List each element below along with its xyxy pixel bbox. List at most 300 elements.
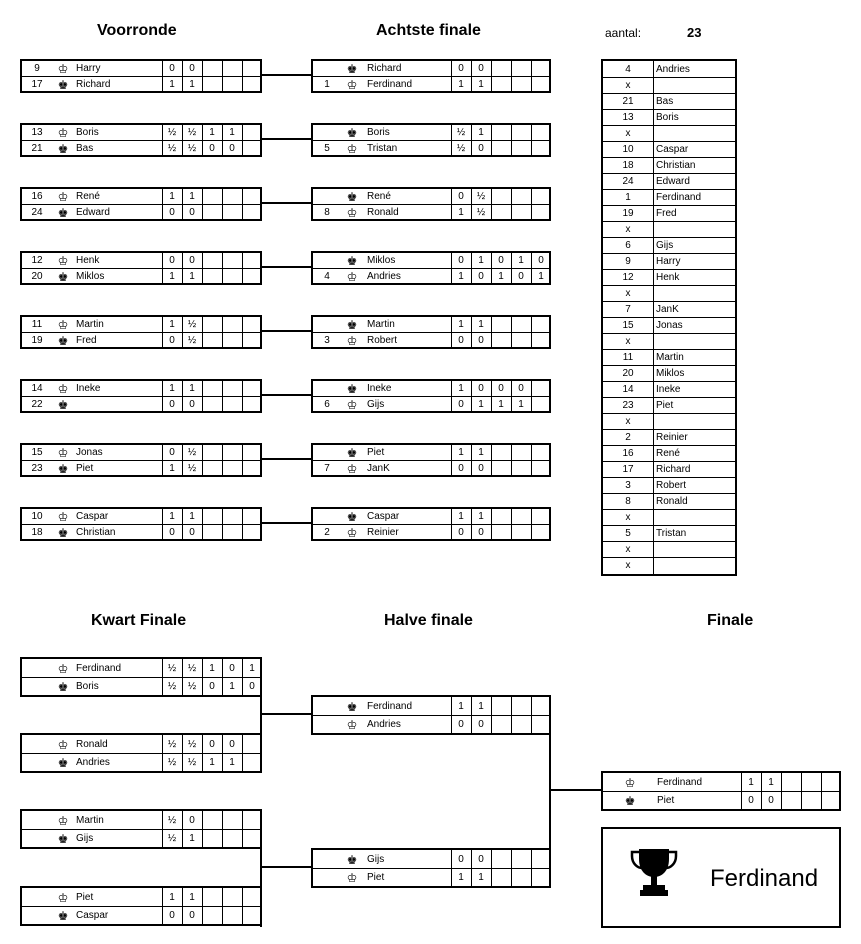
game-score: 0: [478, 63, 484, 74]
kwart-match: [20, 886, 262, 926]
player-name: Piet: [76, 891, 94, 903]
black-king-icon: ♚: [346, 254, 358, 268]
seed-number: 15: [31, 447, 43, 458]
list-number: 16: [622, 448, 634, 459]
game-score: 1: [169, 319, 175, 330]
game-score: [531, 461, 551, 476]
player-row: [22, 396, 260, 412]
game-score: 1: [478, 78, 484, 90]
game-score: 0: [458, 462, 464, 474]
player-name: Harry: [76, 63, 101, 74]
game-score: [242, 317, 262, 333]
voorronde-match: [20, 251, 262, 285]
game-score: [491, 189, 511, 205]
game-score: ½: [187, 447, 197, 458]
player-row: [313, 868, 549, 887]
game-score: [491, 509, 511, 525]
game-score: [801, 773, 821, 792]
list-name: René: [656, 448, 680, 459]
player-name: Ronald: [367, 206, 399, 218]
white-king-icon: ♔: [57, 446, 69, 460]
list-item: [603, 61, 735, 77]
player-row: [22, 829, 260, 848]
white-king-icon: ♔: [346, 871, 358, 885]
game-score: [491, 317, 511, 333]
game-score: [531, 189, 551, 205]
player-name: Gijs: [367, 398, 385, 410]
game-score: 0: [748, 795, 754, 806]
list-item: [603, 557, 735, 573]
list-number: 14: [622, 384, 634, 395]
white-king-icon: ♔: [346, 333, 358, 348]
list-item: [603, 413, 735, 429]
game-score: [242, 333, 262, 348]
game-score: [511, 333, 531, 348]
seed-number: 14: [31, 383, 43, 394]
player-row: [22, 811, 260, 830]
game-score: [242, 445, 262, 461]
list-item: [603, 333, 735, 349]
player-name: Martin: [76, 319, 104, 330]
game-score: 1: [209, 662, 215, 674]
heading-kwart-finale: Kwart Finale: [91, 612, 187, 629]
game-score: [242, 381, 262, 397]
count-value: 23: [687, 25, 702, 40]
white-king-icon: ♔: [346, 397, 358, 412]
game-score: 0: [229, 142, 235, 154]
player-row: [22, 189, 260, 205]
list-number: x: [625, 128, 631, 139]
list-number: x: [625, 560, 631, 571]
game-score: [202, 333, 222, 348]
game-score: 0: [478, 853, 484, 865]
game-score: ½: [476, 191, 486, 202]
seed-number: [313, 509, 341, 525]
player-row: [22, 268, 260, 284]
game-score: ½: [187, 662, 197, 674]
seed-number: [22, 678, 52, 696]
game-score: 1: [458, 872, 464, 883]
kwart-match: [20, 733, 262, 773]
game-score: [511, 850, 531, 869]
game-score: [222, 253, 242, 269]
seed-number: 18: [31, 526, 43, 538]
game-score: 0: [518, 270, 524, 282]
list-item: [603, 77, 735, 93]
voorronde-match: [20, 59, 262, 93]
player-row: [603, 773, 839, 792]
player-row: [22, 460, 260, 476]
seed-number: 12: [31, 255, 43, 266]
game-score: ½: [167, 127, 177, 138]
achtste-match: [311, 187, 551, 221]
game-score: ½: [167, 757, 177, 768]
white-king-icon: ♔: [57, 190, 69, 204]
seed-number: [313, 850, 341, 869]
game-score: 0: [478, 719, 484, 730]
game-score: [202, 811, 222, 830]
achtste-match: [311, 251, 551, 285]
white-king-icon: ♔: [346, 205, 358, 220]
list-name: [656, 126, 735, 141]
achtste-match: [311, 123, 551, 157]
game-score: ½: [187, 757, 197, 768]
black-king-icon: ♚: [346, 510, 358, 524]
game-score: 0: [458, 255, 464, 266]
game-score: [242, 205, 262, 220]
player-name: Jonas: [76, 447, 103, 458]
list-number: x: [625, 336, 631, 347]
game-score: [511, 141, 531, 156]
list-name: Martin: [656, 352, 684, 363]
game-score: [531, 525, 551, 540]
seed-number: [22, 735, 52, 754]
player-name: Piet: [657, 795, 675, 806]
player-name: Piet: [367, 872, 385, 883]
list-item: [603, 317, 735, 333]
player-list: [601, 59, 737, 576]
game-score: 1: [478, 398, 484, 410]
game-score: ½: [187, 127, 197, 138]
list-item: [603, 493, 735, 509]
list-item: [603, 173, 735, 189]
game-score: [222, 525, 242, 540]
list-item: [603, 301, 735, 317]
finale-match: [601, 771, 841, 811]
trophy-icon: [629, 845, 679, 899]
game-score: [202, 525, 222, 540]
list-item: [603, 525, 735, 541]
white-king-icon: ♔: [346, 718, 358, 732]
list-number: x: [625, 288, 631, 299]
player-name: [76, 397, 160, 412]
white-king-icon: ♔: [57, 890, 69, 905]
game-score: 1: [458, 270, 464, 282]
game-score: 1: [518, 398, 524, 410]
player-row: [313, 381, 549, 397]
game-score: 1: [498, 270, 504, 282]
game-score: 1: [229, 681, 235, 692]
seed-number: [22, 888, 52, 907]
seed-number: [313, 445, 341, 461]
player-row: [22, 204, 260, 220]
game-score: 0: [169, 910, 175, 921]
game-score: ½: [167, 833, 177, 844]
game-score: ½: [187, 462, 197, 474]
heading-voorronde: Voorronde: [97, 22, 177, 39]
game-score: 1: [189, 270, 195, 282]
game-score: [222, 907, 242, 925]
game-score: 1: [249, 662, 255, 674]
list-name: Bas: [656, 96, 674, 107]
game-score: 0: [189, 255, 195, 266]
game-score: [531, 205, 551, 220]
black-king-icon: ♚: [57, 832, 69, 846]
game-score: 1: [189, 191, 195, 202]
player-row: [313, 125, 549, 141]
player-row: [313, 850, 549, 869]
white-king-icon: ♔: [624, 775, 636, 790]
game-score: [511, 317, 531, 333]
game-score: [242, 125, 262, 141]
player-name: Miklos: [367, 255, 396, 266]
player-row: [313, 268, 549, 284]
black-king-icon: ♚: [57, 141, 69, 156]
seed-number: 19: [31, 334, 43, 346]
list-number: 9: [625, 256, 631, 267]
game-score: [242, 735, 262, 754]
game-score: [781, 792, 801, 810]
game-score: ½: [476, 206, 486, 218]
game-score: [511, 697, 531, 716]
player-name: Boris: [76, 127, 99, 138]
game-score: 1: [229, 757, 235, 768]
list-item: [603, 397, 735, 413]
player-name: Ferdinand: [657, 776, 703, 788]
list-name: Christian: [656, 160, 696, 171]
player-name: Martin: [76, 814, 104, 826]
achtste-match: [311, 59, 551, 93]
game-score: 0: [458, 398, 464, 410]
seed-number: 2: [324, 526, 330, 538]
game-score: [222, 189, 242, 205]
game-score: [202, 461, 222, 476]
white-king-icon: ♔: [57, 661, 69, 676]
seed-number: 9: [34, 63, 40, 74]
game-score: 1: [458, 447, 464, 458]
white-king-icon: ♔: [346, 77, 358, 92]
list-number: 12: [622, 272, 634, 283]
game-score: 0: [478, 334, 484, 346]
white-king-icon: ♔: [346, 141, 358, 156]
list-name: Henk: [656, 272, 680, 283]
list-item: [603, 141, 735, 157]
seed-number: 8: [324, 206, 330, 218]
list-name: Jonas: [656, 320, 683, 331]
black-king-icon: ♚: [346, 190, 358, 204]
player-row: [313, 204, 549, 220]
voorronde-match: [20, 443, 262, 477]
game-score: 1: [189, 511, 195, 522]
list-number: 23: [622, 400, 634, 411]
list-number: 5: [625, 528, 631, 539]
seed-number: [313, 189, 341, 205]
list-number: 1: [625, 192, 631, 203]
player-name: René: [76, 191, 100, 202]
game-score: 1: [498, 398, 504, 410]
list-item: [603, 189, 735, 205]
game-score: 1: [209, 757, 215, 768]
list-name: Piet: [656, 400, 674, 411]
white-king-icon: ♔: [57, 126, 69, 140]
list-name: [656, 542, 735, 557]
seed-number: 11: [31, 319, 43, 330]
list-name: [656, 510, 735, 525]
game-score: ½: [187, 738, 197, 750]
list-number: 13: [622, 112, 634, 123]
player-name: Christian: [76, 526, 116, 538]
game-score: [242, 754, 262, 772]
list-name: Ferdinand: [656, 192, 702, 203]
seed-number: 3: [324, 334, 330, 346]
black-king-icon: ♚: [57, 205, 69, 220]
list-name: Caspar: [656, 144, 689, 155]
black-king-icon: ♚: [346, 318, 358, 332]
game-score: 0: [478, 142, 484, 154]
list-name: JanK: [656, 304, 679, 315]
player-name: Gijs: [367, 853, 385, 865]
game-score: 0: [478, 270, 484, 282]
list-number: 2: [625, 432, 631, 443]
seed-number: [22, 659, 52, 678]
player-row: [22, 659, 260, 678]
game-score: [202, 888, 222, 907]
white-king-icon: ♔: [57, 62, 69, 76]
game-score: 0: [209, 681, 215, 692]
game-score: [511, 461, 531, 476]
player-name: Henk: [76, 255, 100, 266]
game-score: 0: [189, 526, 195, 538]
seed-number: 7: [324, 462, 330, 474]
player-name: Piet: [367, 447, 385, 458]
player-name: Richard: [367, 63, 402, 74]
player-name: Martin: [367, 319, 395, 330]
white-king-icon: ♔: [57, 318, 69, 332]
game-score: [511, 189, 531, 205]
list-item: [603, 429, 735, 445]
player-row: [22, 140, 260, 156]
white-king-icon: ♔: [346, 269, 358, 284]
game-score: ½: [187, 142, 197, 154]
black-king-icon: ♚: [624, 794, 636, 808]
game-score: 0: [169, 398, 175, 410]
list-name: [656, 222, 735, 237]
game-score: [222, 205, 242, 220]
player-row: [22, 253, 260, 269]
game-score: [511, 61, 531, 77]
game-score: [242, 461, 262, 476]
game-score: 1: [478, 447, 484, 458]
game-score: 1: [458, 383, 464, 394]
seed-number: 23: [31, 462, 43, 474]
player-row: [313, 61, 549, 77]
seed-number: 20: [31, 270, 43, 282]
player-name: Miklos: [76, 270, 105, 282]
game-score: ½: [167, 814, 177, 826]
player-name: Bas: [76, 142, 94, 154]
kwart-match: [20, 657, 262, 697]
game-score: [222, 888, 242, 907]
list-number: x: [625, 416, 631, 427]
game-score: [491, 61, 511, 77]
list-item: [603, 157, 735, 173]
black-king-icon: ♚: [57, 680, 69, 694]
achtste-match: [311, 507, 551, 541]
game-score: 0: [189, 398, 195, 410]
game-score: 0: [458, 719, 464, 730]
game-score: 0: [189, 206, 195, 218]
list-name: Miklos: [656, 368, 685, 379]
player-row: [313, 509, 549, 525]
list-number: x: [625, 80, 631, 91]
player-row: [313, 332, 549, 348]
game-score: [801, 792, 821, 810]
game-score: [242, 253, 262, 269]
list-name: Richard: [656, 464, 691, 475]
game-score: [242, 888, 262, 907]
player-name: Caspar: [76, 511, 109, 522]
player-row: [22, 317, 260, 333]
voorronde-match: [20, 315, 262, 349]
list-number: 21: [622, 96, 634, 107]
game-score: [242, 141, 262, 156]
game-score: 0: [538, 255, 544, 266]
game-score: 1: [229, 127, 235, 138]
list-item: [603, 285, 735, 301]
seed-number: 17: [31, 78, 43, 90]
game-score: [242, 525, 262, 540]
player-name: Edward: [76, 206, 110, 218]
game-score: [821, 773, 841, 792]
game-score: ½: [167, 662, 177, 674]
black-king-icon: ♚: [57, 333, 69, 348]
game-score: [202, 317, 222, 333]
list-name: Andries: [656, 63, 690, 75]
list-item: [603, 237, 735, 253]
game-score: [531, 61, 551, 77]
game-score: [491, 461, 511, 476]
player-row: [22, 753, 260, 772]
game-score: [511, 445, 531, 461]
game-score: 0: [478, 462, 484, 474]
black-king-icon: ♚: [346, 446, 358, 460]
game-score: 0: [249, 681, 255, 692]
list-name: Robert: [656, 480, 687, 491]
game-score: [531, 125, 551, 141]
game-score: [491, 333, 511, 348]
player-row: [22, 125, 260, 141]
game-score: [531, 317, 551, 333]
game-score: 0: [169, 63, 175, 74]
game-score: 0: [478, 383, 484, 394]
list-item: [603, 221, 735, 237]
game-score: [511, 525, 531, 540]
seed-number: 1: [324, 78, 330, 90]
game-score: ½: [456, 127, 466, 138]
game-score: 1: [768, 776, 774, 788]
voorronde-match: [20, 187, 262, 221]
game-score: [202, 61, 222, 77]
list-number: 20: [622, 368, 634, 379]
list-item: [603, 509, 735, 525]
game-score: 0: [209, 738, 215, 750]
list-number: 18: [622, 160, 634, 171]
list-item: [603, 125, 735, 141]
list-item: [603, 93, 735, 109]
game-score: [202, 907, 222, 925]
player-name: Andries: [367, 719, 401, 730]
player-name: Piet: [76, 462, 94, 474]
game-score: 1: [478, 511, 484, 522]
list-name: Edward: [656, 176, 690, 187]
game-score: 1: [748, 776, 754, 788]
player-row: [22, 524, 260, 540]
seed-number: [313, 125, 341, 141]
player-row: [313, 253, 549, 269]
game-score: 1: [169, 462, 175, 474]
game-score: [491, 205, 511, 220]
heading-halve-finale: Halve finale: [384, 612, 473, 629]
